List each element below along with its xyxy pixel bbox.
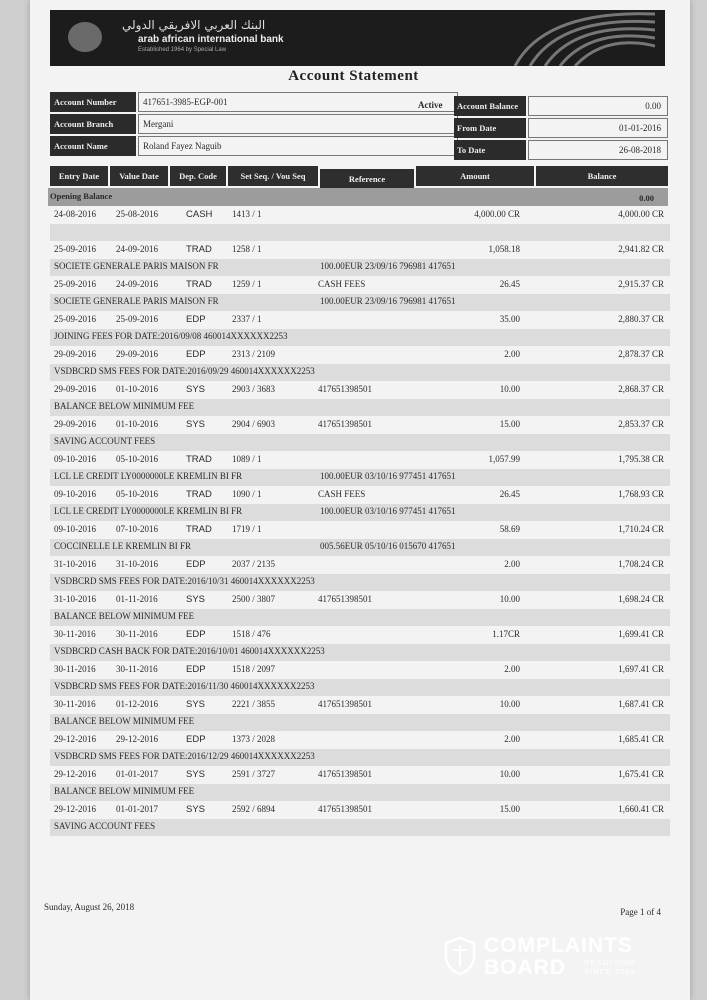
value-date-cell: 01-10-2016 <box>116 384 158 394</box>
value-date-cell: 05-10-2016 <box>116 454 158 464</box>
seq-cell: 2221 / 3855 <box>232 699 276 709</box>
value-date-cell: 01-12-2016 <box>116 699 158 709</box>
amount-cell: 10.00 <box>499 384 520 394</box>
amount-cell: 2.00 <box>504 664 520 674</box>
seq-cell: 2592 / 6894 <box>232 804 276 814</box>
amount-cell: 26.45 <box>499 489 520 499</box>
col-entry-date: Entry Date <box>50 166 108 186</box>
dep-code-cell: SYS <box>186 769 206 780</box>
seq-cell: 2313 / 2109 <box>232 349 276 359</box>
col-reference: Reference <box>320 169 414 189</box>
value-date-cell: 25-09-2016 <box>116 314 158 324</box>
entry-date-cell: 30-11-2016 <box>54 629 96 639</box>
balance-cell: 1,660.41 CR <box>618 804 664 814</box>
amount-cell: 2.00 <box>504 559 520 569</box>
seq-cell: 1259 / 1 <box>232 279 262 289</box>
value-date-cell: 29-09-2016 <box>116 349 158 359</box>
shield-icon <box>444 936 476 976</box>
col-balance: Balance <box>536 166 668 186</box>
description-cell: VSDBCRD SMS FEES FOR DATE:2016/12/29 460014XXXXXX2253 <box>54 751 315 761</box>
reference-cell: 417651398501 <box>318 769 372 779</box>
table-row-description <box>50 224 670 241</box>
seq-cell: 2904 / 6903 <box>232 419 276 429</box>
description-cell: VSDBCRD SMS FEES FOR DATE:2016/10/31 460014XXXXXX2253 <box>54 576 315 586</box>
account-number-label: Account Number <box>50 92 136 112</box>
opening-balance-label: Opening Balance <box>50 191 113 201</box>
table-row <box>50 662 670 679</box>
value-date-cell: 01-11-2016 <box>116 594 158 604</box>
dep-code-cell: TRAD <box>186 489 212 500</box>
table-row-description <box>50 609 670 626</box>
table-row <box>50 802 670 819</box>
account-branch-value: Mergani <box>138 114 458 134</box>
description-cell: LCL LE CREDIT LY0000000LE KREMLIN BI FR <box>54 506 243 516</box>
dep-code-cell: EDP <box>186 664 206 675</box>
seq-cell: 1089 / 1 <box>232 454 262 464</box>
description-cell: BALANCE BELOW MINIMUM FEE <box>54 716 195 726</box>
table-row <box>50 767 670 784</box>
seq-cell: 2500 / 3807 <box>232 594 276 604</box>
reference-cell: 417651398501 <box>318 804 372 814</box>
watermark-tag: RESOLVING SINCE 2004 <box>584 958 637 976</box>
seq-cell: 1413 / 1 <box>232 209 262 219</box>
value-date-cell: 31-10-2016 <box>116 559 158 569</box>
table-row <box>50 732 670 749</box>
value-date-cell: 25-08-2016 <box>116 209 158 219</box>
balance-cell: 1,710.24 CR <box>618 524 664 534</box>
seq-cell: 1518 / 476 <box>232 629 271 639</box>
entry-date-cell: 29-12-2016 <box>54 769 96 779</box>
account-balance-label: Account Balance <box>454 96 526 116</box>
table-row <box>50 242 670 259</box>
table-row-description <box>50 399 670 416</box>
dep-code-cell: SYS <box>186 804 206 815</box>
table-row-description <box>50 539 670 556</box>
description-cell: SAVING ACCOUNT FEES <box>54 436 156 446</box>
description-cell: COCCINELLE LE KREMLIN BI FR <box>54 541 191 551</box>
balance-cell: 1,698.24 CR <box>618 594 664 604</box>
entry-date-cell: 09-10-2016 <box>54 524 96 534</box>
amount-cell: 35.00 <box>499 314 520 324</box>
table-row <box>50 487 670 504</box>
dep-code-cell: EDP <box>186 349 206 360</box>
description-cell: SOCIETE GENERALE PARIS MAISON FR <box>54 261 219 271</box>
account-branch-label: Account Branch <box>50 114 136 134</box>
description-cell: SOCIETE GENERALE PARIS MAISON FR <box>54 296 219 306</box>
dep-code-cell: SYS <box>186 419 206 430</box>
dep-code-cell: EDP <box>186 314 206 325</box>
description-detail-cell: 005.56EUR 05/10/16 015670 417651 <box>320 541 456 551</box>
table-row <box>50 522 670 539</box>
table-row-description <box>50 259 670 276</box>
balance-cell: 2,853.37 CR <box>618 419 664 429</box>
seq-cell: 1719 / 1 <box>232 524 262 534</box>
amount-cell: 10.00 <box>499 699 520 709</box>
balance-cell: 1,685.41 CR <box>618 734 664 744</box>
bank-established: Established 1964 by Special Law <box>138 47 227 53</box>
table-row <box>50 697 670 714</box>
account-status: Active <box>418 100 443 110</box>
table-row <box>50 277 670 294</box>
seq-cell: 2037 / 2135 <box>232 559 276 569</box>
dep-code-cell: EDP <box>186 734 206 745</box>
amount-cell: 4,000.00 CR <box>474 209 520 219</box>
amount-cell: 15.00 <box>499 804 520 814</box>
entry-date-cell: 29-09-2016 <box>54 349 96 359</box>
entry-date-cell: 31-10-2016 <box>54 594 96 604</box>
amount-cell: 1.17CR <box>492 629 520 639</box>
table-row-description <box>50 364 670 381</box>
balance-cell: 2,880.37 CR <box>618 314 664 324</box>
balance-cell: 1,795.38 CR <box>618 454 664 464</box>
balance-cell: 1,687.41 CR <box>618 699 664 709</box>
balance-cell: 1,697.41 CR <box>618 664 664 674</box>
amount-cell: 2.00 <box>504 734 520 744</box>
amount-cell: 26.45 <box>499 279 520 289</box>
dep-code-cell: TRAD <box>186 454 212 465</box>
table-row-description <box>50 819 670 836</box>
entry-date-cell: 29-12-2016 <box>54 804 96 814</box>
entry-date-cell: 25-09-2016 <box>54 279 96 289</box>
table-row-description <box>50 329 670 346</box>
balance-cell: 2,878.37 CR <box>618 349 664 359</box>
watermark <box>444 934 664 980</box>
dep-code-cell: EDP <box>186 559 206 570</box>
amount-cell: 1,057.99 <box>488 454 520 464</box>
value-date-cell: 30-11-2016 <box>116 629 158 639</box>
seq-cell: 1258 / 1 <box>232 244 262 254</box>
reference-cell: 417651398501 <box>318 699 372 709</box>
table-row-description <box>50 469 670 486</box>
description-cell: SAVING ACCOUNT FEES <box>54 821 156 831</box>
balance-cell: 1,708.24 CR <box>618 559 664 569</box>
reference-cell: 417651398501 <box>318 384 372 394</box>
table-row-description <box>50 504 670 521</box>
col-value-date: Value Date <box>110 166 168 186</box>
description-cell: BALANCE BELOW MINIMUM FEE <box>54 401 195 411</box>
entry-date-cell: 25-09-2016 <box>54 244 96 254</box>
balance-cell: 2,915.37 CR <box>618 279 664 289</box>
entry-date-cell: 09-10-2016 <box>54 489 96 499</box>
value-date-cell: 24-09-2016 <box>116 279 158 289</box>
description-detail-cell: 100.00EUR 23/09/16 796981 417651 <box>320 261 456 271</box>
seq-cell: 2337 / 1 <box>232 314 262 324</box>
opening-balance-value: 0.00 <box>639 193 654 203</box>
seq-cell: 2591 / 3727 <box>232 769 276 779</box>
table-row <box>50 382 670 399</box>
dep-code-cell: CASH <box>186 209 213 220</box>
table-row <box>50 312 670 329</box>
table-row <box>50 627 670 644</box>
to-date-label: To Date <box>454 140 526 160</box>
value-date-cell: 07-10-2016 <box>116 524 158 534</box>
bank-name-english: arab african international bank <box>138 34 284 45</box>
table-row <box>50 347 670 364</box>
value-date-cell: 01-10-2016 <box>116 419 158 429</box>
entry-date-cell: 31-10-2016 <box>54 559 96 569</box>
seq-cell: 1090 / 1 <box>232 489 262 499</box>
amount-cell: 15.00 <box>499 419 520 429</box>
entry-date-cell: 25-09-2016 <box>54 314 96 324</box>
value-date-cell: 29-12-2016 <box>116 734 158 744</box>
dep-code-cell: SYS <box>186 384 206 395</box>
account-name-label: Account Name <box>50 136 136 156</box>
table-row-description <box>50 749 670 766</box>
reference-cell: CASH FEES <box>318 489 366 499</box>
dep-code-cell: TRAD <box>186 524 212 535</box>
table-row <box>50 592 670 609</box>
description-detail-cell: 100.00EUR 23/09/16 796981 417651 <box>320 296 456 306</box>
table-row-description <box>50 294 670 311</box>
balance-cell: 2,868.37 CR <box>618 384 664 394</box>
description-cell: VSDBCRD SMS FEES FOR DATE:2016/11/30 460014XXXXXX2253 <box>54 681 315 691</box>
to-date-value: 26-08-2018 <box>528 140 668 160</box>
entry-date-cell: 24-08-2016 <box>54 209 96 219</box>
amount-cell: 2.00 <box>504 349 520 359</box>
entry-date-cell: 29-09-2016 <box>54 419 96 429</box>
dep-code-cell: TRAD <box>186 279 212 290</box>
account-name-value: Roland Fayez Naguib <box>138 136 458 156</box>
balance-cell: 2,941.82 CR <box>618 244 664 254</box>
amount-cell: 1,058.18 <box>488 244 520 254</box>
page-title: Account Statement <box>288 68 419 84</box>
dep-code-cell: TRAD <box>186 244 212 255</box>
col-seq: Set Seq. / Vou Seq <box>228 166 318 186</box>
reference-cell: CASH FEES <box>318 279 366 289</box>
entry-date-cell: 30-11-2016 <box>54 699 96 709</box>
entry-date-cell: 29-09-2016 <box>54 384 96 394</box>
description-detail-cell: 100.00EUR 03/10/16 977451 417651 <box>320 471 456 481</box>
entry-date-cell: 29-12-2016 <box>54 734 96 744</box>
amount-cell: 10.00 <box>499 594 520 604</box>
table-row <box>50 557 670 574</box>
value-date-cell: 05-10-2016 <box>116 489 158 499</box>
amount-cell: 10.00 <box>499 769 520 779</box>
account-number-value: 417651-3985-EGP-001 <box>138 92 458 112</box>
balance-cell: 1,675.41 CR <box>618 769 664 779</box>
print-date: Sunday, August 26, 2018 <box>44 902 135 912</box>
table-row-description <box>50 784 670 801</box>
balance-cell: 1,768.93 CR <box>618 489 664 499</box>
description-cell: BALANCE BELOW MINIMUM FEE <box>54 786 195 796</box>
dep-code-cell: SYS <box>186 594 206 605</box>
dep-code-cell: SYS <box>186 699 206 710</box>
account-balance-value: 0.00 <box>528 96 668 116</box>
value-date-cell: 30-11-2016 <box>116 664 158 674</box>
description-cell: VSDBCRD SMS FEES FOR DATE:2016/09/29 460014XXXXXX2253 <box>54 366 315 376</box>
description-detail-cell: 100.00EUR 03/10/16 977451 417651 <box>320 506 456 516</box>
reference-cell: 417651398501 <box>318 594 372 604</box>
col-dep-code: Dep. Code <box>170 166 226 186</box>
table-row <box>50 417 670 434</box>
balance-cell: 4,000.00 CR <box>618 209 664 219</box>
description-cell: VSDBCRD CASH BACK FOR DATE:2016/10/01 460014XXXXXX2253 <box>54 646 325 656</box>
from-date-value: 01-01-2016 <box>528 118 668 138</box>
balance-cell: 1,699.41 CR <box>618 629 664 639</box>
entry-date-cell: 30-11-2016 <box>54 664 96 674</box>
table-row-description <box>50 714 670 731</box>
amount-cell: 58.69 <box>499 524 520 534</box>
bank-name-arabic: البنك العربي الافريقي الدولي <box>122 18 266 32</box>
table-row <box>50 452 670 469</box>
seq-cell: 2903 / 3683 <box>232 384 276 394</box>
page-number: Page 1 of 4 <box>620 907 661 917</box>
description-cell: BALANCE BELOW MINIMUM FEE <box>54 611 195 621</box>
table-row-description <box>50 644 670 661</box>
from-date-label: From Date <box>454 118 526 138</box>
table-row <box>50 207 670 224</box>
value-date-cell: 24-09-2016 <box>116 244 158 254</box>
watermark-line2: BOARD <box>484 956 566 979</box>
entry-date-cell: 09-10-2016 <box>54 454 96 464</box>
seq-cell: 1518 / 2097 <box>232 664 276 674</box>
table-row-description <box>50 679 670 696</box>
description-cell: JOINING FEES FOR DATE:2016/09/08 460014XXXXXX2253 <box>54 331 288 341</box>
table-row-description <box>50 434 670 451</box>
dep-code-cell: EDP <box>186 629 206 640</box>
table-row-description <box>50 574 670 591</box>
watermark-line1: COMPLAINTS <box>484 934 633 957</box>
description-cell: LCL LE CREDIT LY0000000LE KREMLIN BI FR <box>54 471 243 481</box>
value-date-cell: 01-01-2017 <box>116 769 158 779</box>
value-date-cell: 01-01-2017 <box>116 804 158 814</box>
reference-cell: 417651398501 <box>318 419 372 429</box>
col-amount: Amount <box>416 166 534 186</box>
seq-cell: 1373 / 2028 <box>232 734 276 744</box>
